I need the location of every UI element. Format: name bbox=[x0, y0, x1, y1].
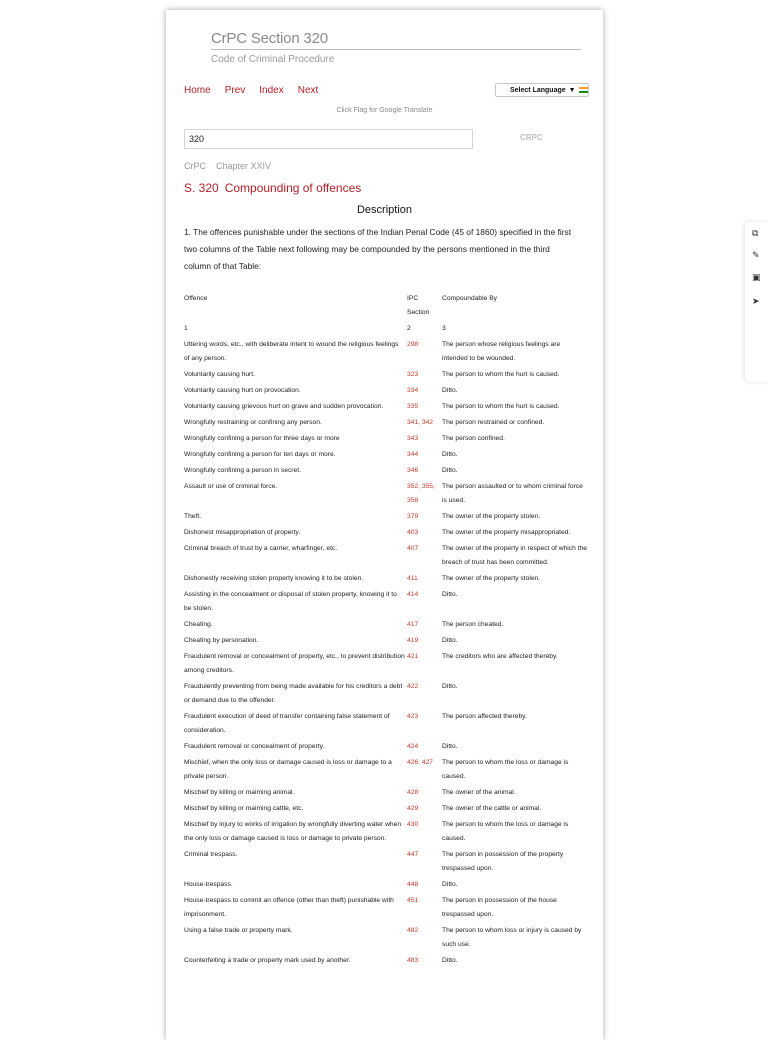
offence-cell: Voluntarily causing hurt on provocation. bbox=[184, 387, 301, 394]
ipc-section-cell[interactable]: 407 bbox=[407, 545, 419, 552]
compoundable-by-cell: The owner of the property stolen. bbox=[442, 575, 541, 582]
table-row bbox=[184, 802, 587, 818]
table-row bbox=[184, 448, 587, 464]
compoundable-by-cell: The creditors who are affected thereby. bbox=[442, 653, 558, 660]
ipc-section-cell[interactable]: 341, 342 bbox=[407, 419, 434, 426]
offence-cell: Wrongfully confining a person in secret. bbox=[184, 467, 301, 474]
table-row bbox=[184, 526, 587, 542]
search-input[interactable]: 320 bbox=[184, 129, 473, 149]
translate-hint: Click Flag for Google Translate bbox=[336, 107, 433, 114]
compoundable-by-cell: The person in possession of the house trespassed upon. bbox=[442, 897, 557, 918]
nav-next-link[interactable]: Next bbox=[297, 85, 319, 96]
table-row bbox=[184, 650, 587, 680]
ipc-section-cell[interactable]: 419 bbox=[407, 637, 419, 644]
table-row bbox=[184, 786, 587, 802]
ipc-section-cell[interactable]: 429 bbox=[407, 805, 419, 812]
search-button[interactable]: CRPC bbox=[520, 133, 543, 142]
send-icon[interactable]: ➤ bbox=[752, 296, 760, 306]
ipc-section-cell[interactable]: 447 bbox=[407, 851, 419, 858]
compoundable-by-cell: Ditto. bbox=[442, 881, 458, 888]
ipc-section-cell[interactable]: 379 bbox=[407, 513, 419, 520]
header-compoundable-by: Compoundable By bbox=[442, 295, 498, 302]
table-row bbox=[184, 680, 587, 710]
page-card bbox=[166, 10, 603, 1040]
compoundable-by-cell: Ditto. bbox=[442, 591, 458, 598]
offence-cell: Criminal breach of trust by a carrier, wharfinger, etc. bbox=[184, 545, 338, 552]
side-toolbar bbox=[745, 222, 768, 382]
ipc-section-cell[interactable]: 482 bbox=[407, 927, 419, 934]
compoundable-by-cell: Ditto. bbox=[442, 637, 458, 644]
header-ipc-section: IPC Section bbox=[407, 295, 430, 316]
table-row bbox=[184, 848, 587, 878]
table-row bbox=[184, 432, 587, 448]
offence-cell: Mischief by killing or maiming animal. bbox=[184, 789, 295, 796]
ipc-section-cell[interactable]: 422 bbox=[407, 683, 419, 690]
offence-cell: Wrongfully restraining or confining any person. bbox=[184, 419, 322, 426]
offence-cell: Voluntarily causing grievous hurt on grave and sudden provocation. bbox=[184, 403, 384, 410]
compoundable-by-cell: The person to whom loss or injury is caused by such use. bbox=[442, 927, 582, 948]
breadcrumb-act[interactable]: CrPC bbox=[184, 161, 206, 171]
compoundable-by-cell: Ditto. bbox=[442, 957, 458, 964]
compoundable-by-cell: Ditto. bbox=[442, 467, 458, 474]
table-row bbox=[184, 634, 587, 650]
table-row bbox=[184, 740, 587, 756]
compoundable-by-cell: The person cheated. bbox=[442, 621, 504, 628]
table-row bbox=[184, 894, 587, 924]
compoundable-by-cell: Ditto. bbox=[442, 451, 458, 458]
ipc-section-cell[interactable]: 448 bbox=[407, 881, 419, 888]
table-row bbox=[184, 618, 587, 634]
title-divider bbox=[211, 49, 581, 50]
compoundable-by-cell: The owner of the cattle or animal. bbox=[442, 805, 542, 812]
offence-cell: Mischief, when the only loss or damage caused is loss or damage to a private person. bbox=[184, 759, 392, 780]
compoundable-by-cell: The person affected thereby. bbox=[442, 713, 527, 720]
ipc-section-cell[interactable]: 346 bbox=[407, 467, 419, 474]
compoundable-by-cell: Ditto. bbox=[442, 683, 458, 690]
save-icon[interactable]: ▣ bbox=[752, 272, 761, 282]
offence-cell: Dishonestly receiving stolen property knowing it to be stolen. bbox=[184, 575, 364, 582]
ipc-section-cell[interactable]: 423 bbox=[407, 713, 419, 720]
offence-cell: Cheating by personation. bbox=[184, 637, 259, 644]
offence-cell: Assault or use of criminal force. bbox=[184, 483, 278, 490]
table-row bbox=[184, 818, 587, 848]
compoundable-by-cell: The person assaulted or to whom criminal force is used. bbox=[442, 483, 583, 504]
offence-cell: Dishonest misappropriation of property. bbox=[184, 529, 301, 536]
table-row bbox=[184, 756, 587, 786]
compoundable-by-cell: Ditto. bbox=[442, 387, 458, 394]
section-number: S. 320 bbox=[184, 181, 219, 195]
chevron-down-icon: ▼ bbox=[568, 86, 576, 94]
ipc-section-cell[interactable]: 483 bbox=[407, 957, 419, 964]
ipc-section-cell[interactable]: 428 bbox=[407, 789, 419, 796]
offence-cell: Wrongfully confining a person for three days or more bbox=[184, 435, 340, 442]
column-number: 2 bbox=[407, 325, 411, 332]
table-row bbox=[184, 464, 587, 480]
offence-cell: Cheating. bbox=[184, 621, 213, 628]
offence-cell: Theft. bbox=[184, 513, 202, 520]
table-row bbox=[184, 588, 587, 618]
compoundable-by-cell: The owner of the property misappropriated. bbox=[442, 529, 571, 536]
ipc-section-cell[interactable]: 411 bbox=[407, 575, 418, 582]
offence-cell: Criminal trespass. bbox=[184, 851, 238, 858]
language-select[interactable] bbox=[495, 83, 589, 97]
site-subtitle: Code of Criminal Procedure bbox=[211, 54, 335, 65]
table-row bbox=[184, 954, 587, 970]
compoundable-by-cell: The owner of the animal. bbox=[442, 789, 516, 796]
table-header-row bbox=[184, 292, 587, 322]
ipc-section-cell[interactable]: 352, 355, 358 bbox=[407, 483, 435, 504]
ipc-section-cell[interactable]: 344 bbox=[407, 451, 419, 458]
india-flag-icon[interactable] bbox=[579, 87, 588, 93]
offence-cell: Using a false trade or property mark. bbox=[184, 927, 293, 934]
language-select-label: Select Language bbox=[510, 86, 566, 94]
column-number: 3 bbox=[442, 325, 446, 332]
table-number-row bbox=[184, 322, 587, 338]
header-offence: Offence bbox=[184, 295, 208, 302]
ipc-section-cell[interactable]: 421 bbox=[407, 653, 419, 660]
compoundable-by-cell: The person to whom the loss or damage is caused. bbox=[442, 759, 569, 780]
table-row bbox=[184, 480, 587, 510]
table-row bbox=[184, 416, 587, 432]
table-row bbox=[184, 710, 587, 740]
compoundable-by-cell: The owner of the property in respect of which the breach of trust has been committed. bbox=[442, 545, 587, 566]
compoundable-by-cell: The person restrained or confined. bbox=[442, 419, 545, 426]
offence-cell: Uttering words, etc., with deliberate intent to wound the religious feelings of any person. bbox=[184, 341, 399, 362]
section-paragraph: 1. The offences punishable under the sections of the Indian Penal Code (45 of 1860) specified in the first two columns of the Table next following may be compounded by the persons mentioned in the third column of that Table: bbox=[184, 227, 572, 271]
section-heading bbox=[184, 181, 361, 195]
compoundable-by-cell: The owner of the property stolen. bbox=[442, 513, 541, 520]
breadcrumb-chapter[interactable]: Chapter XXIV bbox=[216, 161, 272, 171]
ipc-section-cell[interactable]: 424 bbox=[407, 743, 419, 750]
offence-cell: Assisting in the concealment or disposal of stolen property, knowing it to be stolen. bbox=[184, 591, 397, 612]
offence-cell: Mischief by killing or maiming cattle, etc. bbox=[184, 805, 304, 812]
ipc-section-cell[interactable]: 414 bbox=[407, 591, 419, 598]
offences-table bbox=[184, 292, 587, 970]
compoundable-by-cell: The person in possession of the property trespassed upon. bbox=[442, 851, 564, 872]
nav-prev-link[interactable]: Prev bbox=[224, 85, 246, 96]
offence-cell: Counterfeiting a trade or property mark used by another. bbox=[184, 957, 351, 964]
compoundable-by-cell: The person to whom the loss or damage is caused. bbox=[442, 821, 569, 842]
compoundable-by-cell: Ditto. bbox=[442, 743, 458, 750]
offence-cell: Fraudulent removal or concealment of property, etc., to prevent distribution among creditors. bbox=[184, 653, 405, 674]
offence-cell: Fraudulent removal or concealment of property. bbox=[184, 743, 325, 750]
ipc-section-cell[interactable]: 343 bbox=[407, 435, 419, 442]
table-row bbox=[184, 338, 587, 368]
offence-cell: Mischief by injury to works of irrigation by wrongfully diverting water when the only loss or damage caused is loss or damage to private person. bbox=[184, 821, 402, 842]
ipc-section-cell[interactable]: 323 bbox=[407, 371, 419, 378]
offence-cell: House-trespass to commit an offence (other than theft) punishable with imprisonment. bbox=[184, 897, 394, 918]
section-title: Compounding of offences bbox=[224, 181, 362, 195]
edit-icon[interactable]: ✎ bbox=[752, 250, 760, 260]
offence-cell: Wrongfully confining a person for ten days or more. bbox=[184, 451, 336, 458]
compoundable-by-cell: The person to whom the hurt is caused. bbox=[442, 371, 560, 378]
compoundable-by-cell: The person whose religious feelings are intended to be wounded. bbox=[442, 341, 561, 362]
copy-icon[interactable]: ⧉ bbox=[752, 228, 759, 238]
description-title: Description bbox=[356, 204, 413, 216]
ipc-section-cell[interactable]: 417 bbox=[407, 621, 419, 628]
compoundable-by-cell: The person to whom the hurt is caused. bbox=[442, 403, 560, 410]
breadcrumb bbox=[184, 161, 271, 171]
table-row bbox=[184, 384, 587, 400]
ipc-section-cell[interactable]: 334 bbox=[407, 387, 419, 394]
table-row bbox=[184, 878, 587, 894]
site-title: CrPC Section 320 bbox=[211, 30, 328, 47]
offence-cell: Fraudulently preventing from being made available for his creditors a debt or demand due to the offender. bbox=[184, 683, 403, 704]
column-number: 1 bbox=[184, 325, 188, 332]
compoundable-by-cell: The person confined. bbox=[442, 435, 505, 442]
table-row bbox=[184, 400, 587, 416]
ipc-section-cell[interactable]: 335 bbox=[407, 403, 419, 410]
table-row bbox=[184, 510, 587, 526]
ipc-section-cell[interactable]: 403 bbox=[407, 529, 419, 536]
nav-home-link[interactable]: Home bbox=[184, 85, 211, 96]
table-row bbox=[184, 542, 587, 572]
table-row bbox=[184, 368, 587, 384]
ipc-section-cell[interactable]: 451 bbox=[407, 897, 419, 904]
ipc-section-cell[interactable]: 426, 427 bbox=[407, 759, 434, 766]
ipc-section-cell[interactable]: 430 bbox=[407, 821, 419, 828]
nav-index-link[interactable]: Index bbox=[259, 85, 284, 96]
offence-cell: House-trespass. bbox=[184, 881, 233, 888]
table-row bbox=[184, 924, 587, 954]
nav-bar bbox=[184, 85, 318, 96]
ipc-section-cell[interactable]: 298 bbox=[407, 341, 419, 348]
table-row bbox=[184, 572, 587, 588]
offence-cell: Fraudulent execution of deed of transfer containing false statement of consideration. bbox=[184, 713, 390, 734]
offence-cell: Voluntarily causing hurt. bbox=[184, 371, 256, 378]
